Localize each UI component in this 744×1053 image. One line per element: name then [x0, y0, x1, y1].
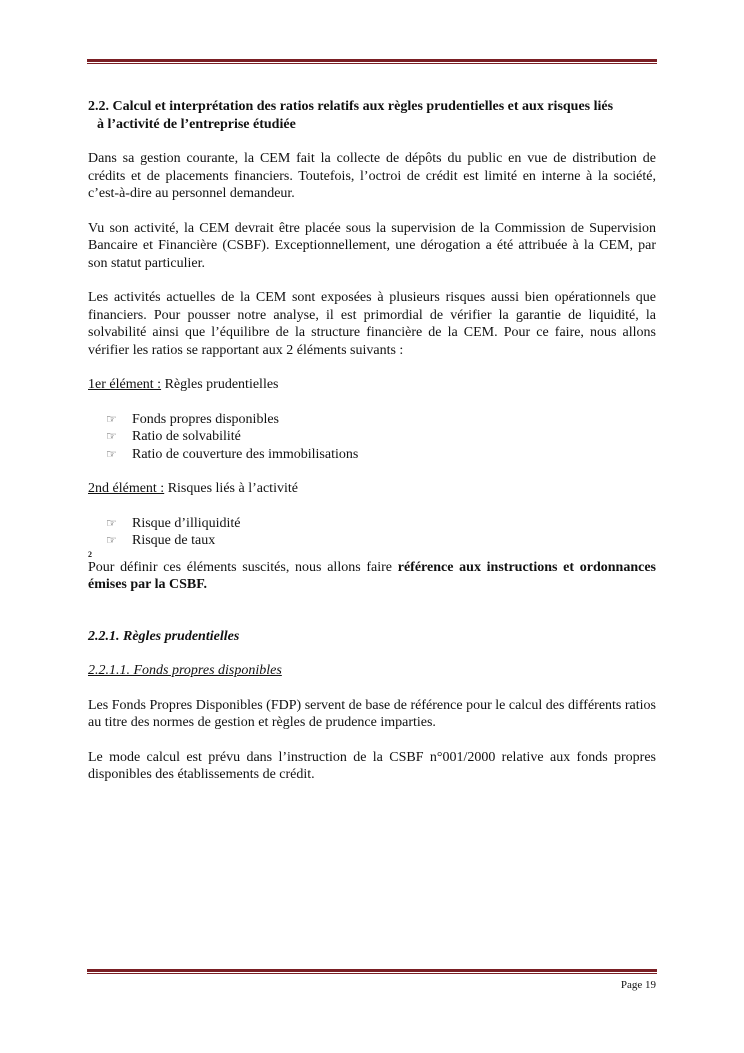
pointing-hand-icon: ☞	[106, 533, 117, 547]
list-item: ☞ Risque d’illiquidité	[106, 515, 241, 531]
paragraph: Dans sa gestion courante, la CEM fait la collecte de dépôts du public en vue de distribution de crédits et de placements financiers. Toutefois, l’octroi de crédit est limité en interne à la société, c’est-à-dire au personnel demandeur.	[88, 151, 656, 201]
element-2-heading: 2nd élément : Risques liés à l’activité	[88, 481, 298, 496]
pointing-hand-icon: ☞	[106, 429, 117, 443]
paragraph: Le mode calcul est prévu dans l’instruction de la CSBF n°001/2000 relative aux fonds propres disponibles des établissements de crédit.	[88, 749, 656, 782]
list-item: ☞ Risque de taux	[106, 533, 216, 548]
page-number: Page 19	[620, 979, 656, 991]
element-1-list	[88, 411, 656, 464]
subsection-heading: 2.2.1. Règles prudentielles	[88, 628, 240, 644]
pointing-hand-icon: ☞	[106, 515, 117, 530]
list-item: ☞ Ratio de solvabilité	[106, 429, 241, 444]
page-content	[88, 98, 656, 784]
header-rule	[87, 59, 657, 64]
paragraph: Vu son activité, la CEM devrait être placée sous la supervision de la Commission de Supervision Bancaire et Financière (CSBF). Exceptionnellement, une dérogation a été attribuée à la CEM, par son statut particulier.	[88, 220, 656, 271]
reference-paragraph: Pour définir ces éléments suscités, nous allons faire référence aux instructions et ordonnances émises par la CSBF.	[88, 559, 657, 592]
pointing-hand-icon: ☞	[106, 446, 117, 461]
list-item: ☞ Ratio de couverture des immobilisations	[106, 446, 359, 462]
pointing-hand-icon: ☞	[106, 411, 117, 426]
paragraph: Les Fonds Propres Disponibles (FDP) servent de base de référence pour le calcul des différents ratios au titre des normes de gestion et règles de prudence imparties.	[88, 697, 656, 730]
list-item: ☞ Fonds propres disponibles	[106, 411, 279, 427]
element-1-heading: 1er élément : Règles prudentielles	[88, 377, 279, 392]
sub-subsection-heading: 2.2.1.1. Fonds propres disponibles	[88, 663, 282, 678]
element-2-list	[88, 515, 656, 550]
footer-rule	[87, 969, 657, 974]
section-heading: 2.2. Calcul et interprétation des ratios relatifs aux règles prudentielles et aux risques liés à l’activité de l’entreprise étudiée	[88, 99, 614, 132]
paragraph: Les activités actuelles de la CEM sont exposées à plusieurs risques aussi bien opérationnels que financiers. Pour pousser notre analyse, il est primordial de vérifier la garantie de liquidité, la solvabilité ainsi que l’équilibre de la structure financière de la CEM. Pour ce faire, nous allons vérifier les ratios se rapportant aux 2 éléments suivants :	[88, 290, 656, 358]
stray-mark: 2	[88, 549, 92, 559]
